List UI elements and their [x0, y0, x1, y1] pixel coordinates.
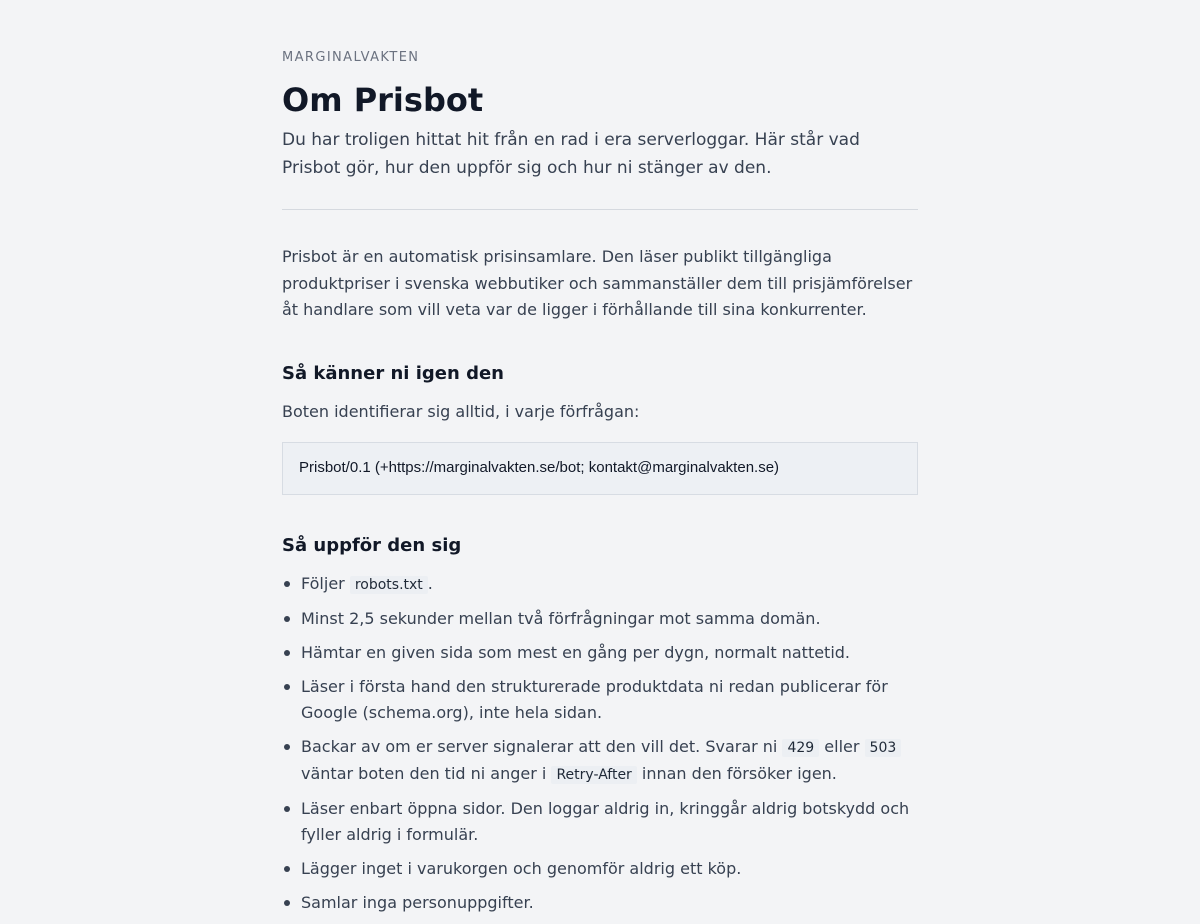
behavior-list: [282, 571, 918, 924]
code-503: 503: [865, 739, 902, 757]
section-heading-recognize: Så känner ni igen den: [282, 363, 504, 384]
list-item-no-cart: Lägger inget i varukorgen och genomför aldrig ett köp.: [282, 856, 918, 882]
list-item-open-pages: Läser enbart öppna sidor. Den loggar aldrig in, kringgår aldrig botskydd och fyller aldrig i formulär.: [282, 796, 918, 848]
list-item-backoff: Backar av om er server signalerar att den vill det. Svarar ni 429 eller 503 väntar boten den tid ni anger i Retry-After innan den försöker igen.: [282, 734, 918, 788]
page-lede: Du har troligen hittat hit från en rad i era serverloggar. Här står vad Prisbot gör, hur den uppför sig och hur ni stänger av den.: [282, 130, 860, 178]
bullet-icon: [284, 866, 290, 872]
list-item-schema: Läser i första hand den strukturerade produktdata ni redan publicerar för Google (schema.org), inte hela sidan.: [282, 674, 918, 726]
bullet-icon: [284, 744, 290, 750]
intro-paragraph: Prisbot är en automatisk prisinsamlare. Den läser publikt tillgängliga produktpriser i svenska webbutiker och sammanställer dem till prisjämförelser åt handlare som vill veta var de ligger i förhållande till sina konkurrenter.: [282, 247, 913, 319]
bullet-icon: [284, 616, 290, 622]
code-robots-txt: robots.txt: [350, 576, 428, 594]
divider: [282, 209, 918, 210]
code-429: 429: [782, 739, 819, 757]
code-retry-after: Retry-After: [551, 766, 636, 784]
bullet-icon: [284, 650, 290, 656]
page-title: Om Prisbot: [282, 81, 484, 119]
bullet-icon: [284, 900, 290, 906]
brand-name: MARGINALVAKTEN: [282, 50, 420, 65]
list-item-delay: Minst 2,5 sekunder mellan två förfrågningar mot samma domän.: [282, 606, 918, 632]
bullet-icon: [284, 806, 290, 812]
list-item-robots: Följer robots.txt .: [282, 571, 918, 598]
section-heading-behavior: Så uppför den sig: [282, 535, 462, 556]
bullet-icon: [284, 684, 290, 690]
user-agent-string: Prisbot/0.1 (+https://marginalvakten.se/bot; kontakt@marginalvakten.se): [299, 459, 780, 476]
list-item-no-personal-data: Samlar inga personuppgifter.: [282, 890, 918, 916]
bullet-icon: [284, 581, 290, 587]
user-agent-code-block: [282, 442, 918, 495]
identification-text: Boten identifierar sig alltid, i varje förfrågan:: [282, 402, 640, 421]
list-item-frequency: Hämtar en given sida som mest en gång per dygn, normalt nattetid.: [282, 640, 918, 666]
